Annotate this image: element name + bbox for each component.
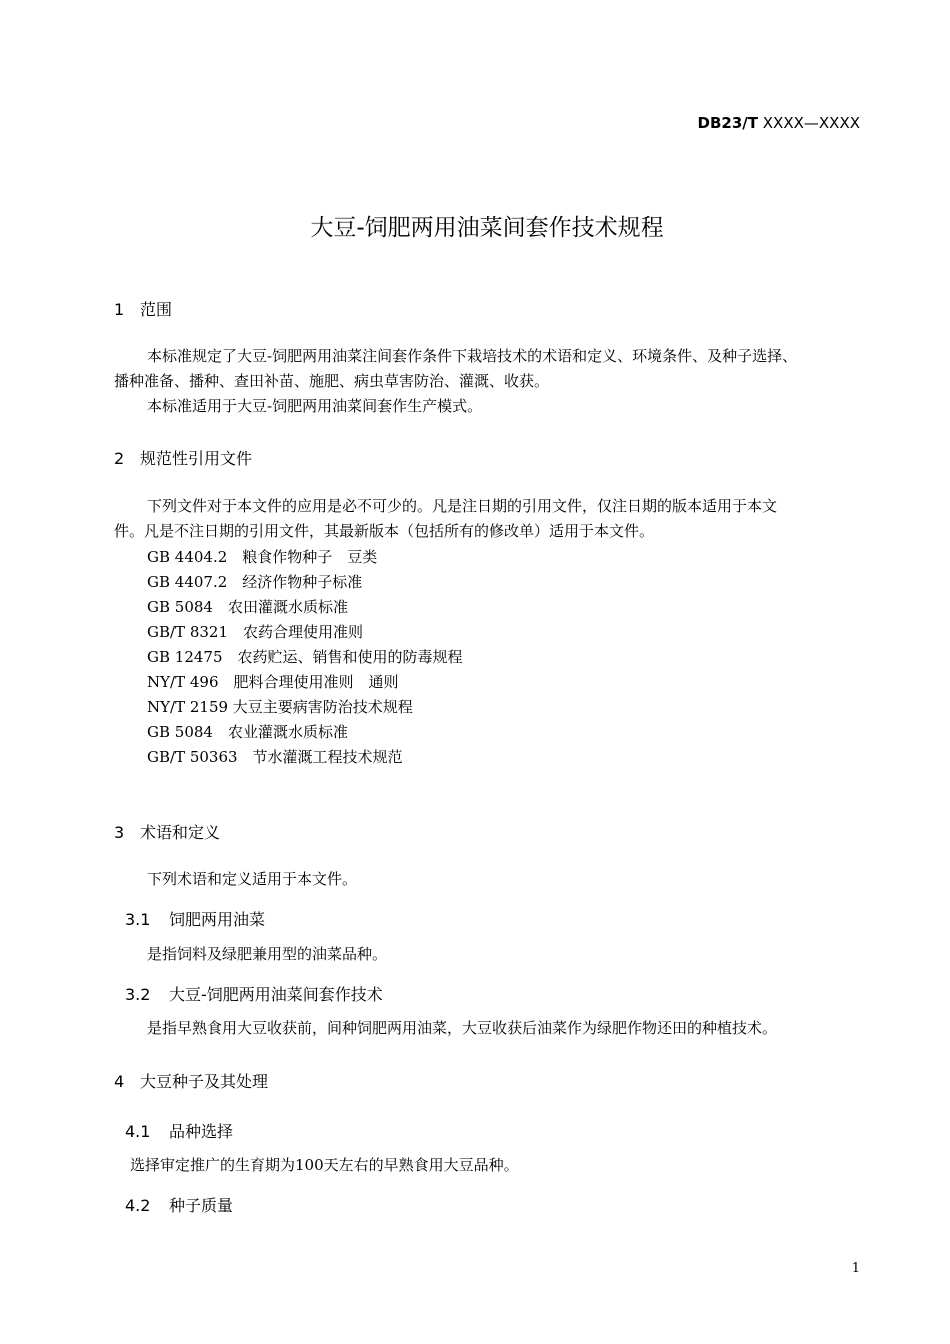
reference-item: GB 4404.2 粮食作物种子 豆类 [147, 548, 378, 566]
section-number: 4 [114, 1072, 125, 1091]
reference-item: GB 12475 农药贮运、销售和使用的防毒规程 [147, 648, 463, 666]
subsection-3-1-heading [125, 907, 265, 930]
subsection-title: 种子质量 [169, 1196, 234, 1215]
subsection-title: 饲肥两用油菜 [169, 910, 266, 929]
subsection-number: 3.2 [125, 985, 151, 1004]
paragraph: 本标准适用于大豆-饲肥两用油菜间套作生产模式。 [147, 397, 483, 415]
reference-item: GB 5084 农业灌溉水质标准 [147, 723, 348, 741]
section-title: 大豆种子及其处理 [140, 1072, 269, 1091]
reference-item: NY/T 2159 大豆主要病害防治技术规程 [147, 698, 413, 716]
page-number: 1 [851, 1261, 860, 1276]
section-number: 2 [114, 449, 125, 468]
reference-item: GB 4407.2 经济作物种子标准 [147, 573, 363, 591]
document-code [698, 114, 860, 132]
paragraph-line: 播种准备、播种、查田补苗、施肥、病虫草害防治、灌溉、收获。 [114, 372, 550, 390]
section-title: 范围 [140, 300, 173, 319]
document-title: 大豆-饲肥两用油菜间套作技术规程 [310, 215, 664, 241]
subsection-number: 4.2 [125, 1196, 151, 1215]
section-4-heading [114, 1069, 268, 1092]
section-title: 术语和定义 [140, 823, 221, 842]
definition-text: 是指饲料及绿肥兼用型的油菜品种。 [147, 945, 388, 963]
definition-text: 是指早熟食用大豆收获前，间种饲肥两用油菜，大豆收获后油菜作为绿肥作物还田的种植技术。 [147, 1019, 778, 1037]
document-code-number: XXXX—XXXX [758, 114, 860, 132]
subsection-number: 4.1 [125, 1122, 151, 1141]
paragraph: 选择审定推广的生育期为100天左右的早熟食用大豆品种。 [130, 1156, 519, 1174]
subsection-4-1-heading [125, 1119, 233, 1142]
section-number: 1 [114, 300, 125, 319]
section-3-heading [114, 820, 220, 843]
document-code-prefix: DB23/T [697, 114, 759, 132]
section-title: 规范性引用文件 [140, 449, 253, 468]
paragraph-line: 件。凡是不注日期的引用文件，其最新版本（包括所有的修改单）适用于本文件。 [114, 522, 655, 540]
subsection-title: 大豆-饲肥两用油菜间套作技术 [169, 985, 383, 1004]
reference-item: GB/T 8321 农药合理使用准则 [147, 623, 364, 641]
reference-item: GB 5084 农田灌溉水质标准 [147, 598, 348, 616]
paragraph-line: 下列文件对于本文件的应用是必不可少的。凡是注日期的引用文件，仅注日期的版本适用于本文 [147, 497, 778, 515]
section-number: 3 [114, 823, 125, 842]
subsection-number: 3.1 [125, 910, 151, 929]
subsection-title: 品种选择 [169, 1122, 234, 1141]
paragraph-line: 本标准规定了大豆-饲肥两用油菜注间套作条件下栽培技术的术语和定义、环境条件、及种子选择、 [147, 347, 798, 365]
paragraph: 下列术语和定义适用于本文件。 [147, 870, 358, 888]
reference-item: NY/T 496 肥料合理使用准则 通则 [147, 673, 399, 691]
subsection-3-2-heading [125, 982, 383, 1005]
section-1-heading [114, 297, 172, 320]
section-2-heading [114, 446, 252, 469]
reference-item: GB/T 50363 节水灌溉工程技术规范 [147, 748, 403, 766]
subsection-4-2-heading [125, 1193, 233, 1216]
